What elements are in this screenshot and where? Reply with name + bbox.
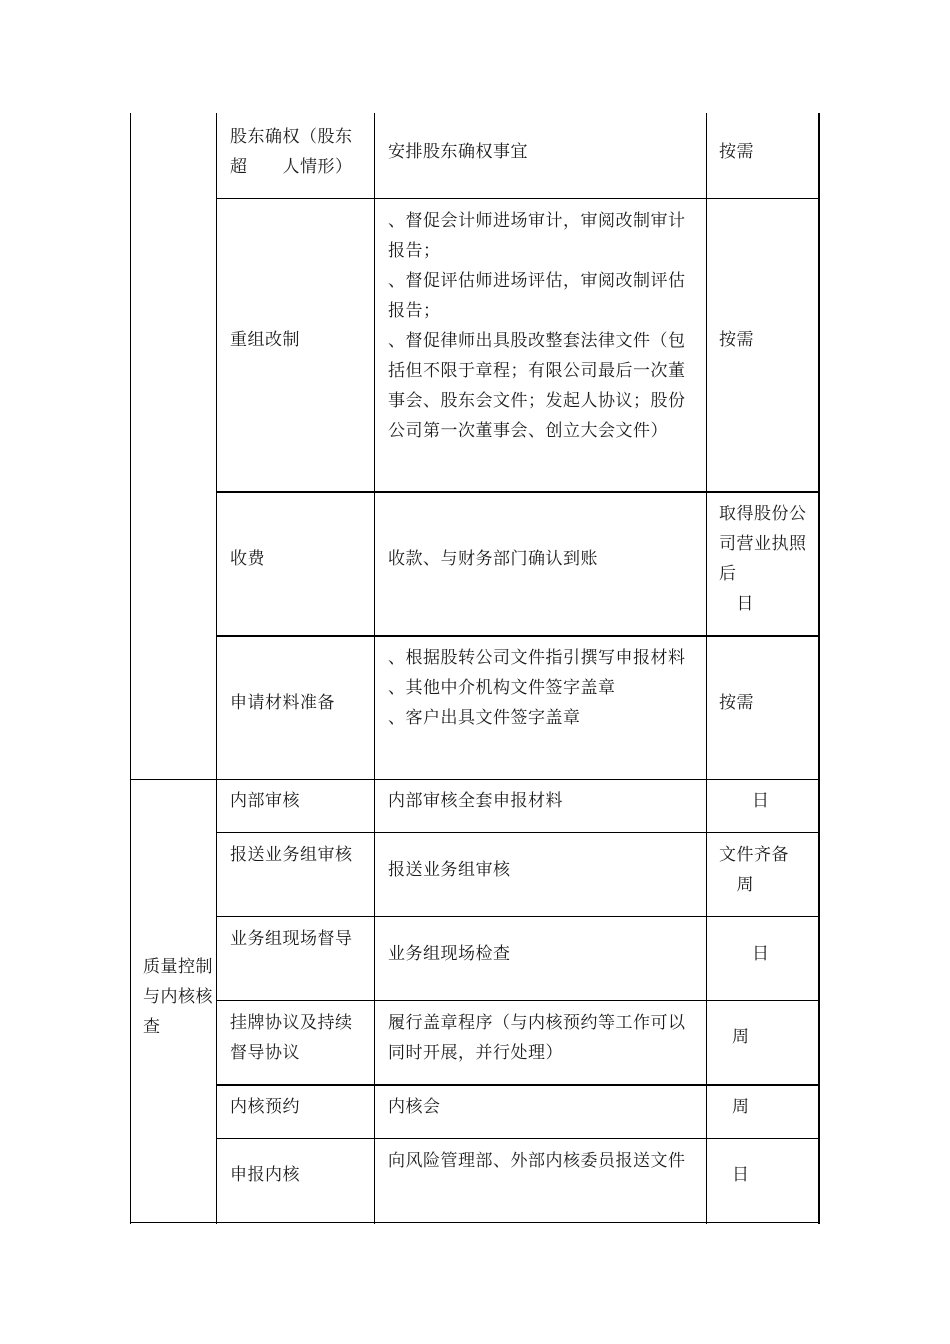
content-cell: 内核会 xyxy=(388,1097,441,1117)
content-cell: 、督促会计师进场审计，审阅改制审计报告； 、督促评估师进场评估，审阅改制评估报告； 、督促律师出具股改整套法律文件（包括但不限于章程；有限公司最后一次董事会、股东会文件；发起人协议；股份公司第一次董事会、创立大会文件） xyxy=(388,211,686,441)
section-divider xyxy=(130,779,820,780)
step-cell: 申报内核 xyxy=(230,1165,300,1185)
table-border-right xyxy=(818,113,820,1224)
time-cell: 周 xyxy=(732,1027,750,1047)
table-divider-col1 xyxy=(216,113,217,1224)
row-divider xyxy=(216,832,820,833)
row-divider xyxy=(216,198,820,199)
time-cell: 按需 xyxy=(719,142,754,162)
row-divider xyxy=(216,1000,820,1001)
time-cell: 日 xyxy=(732,1165,750,1185)
step-cell: 申请材料准备 xyxy=(230,693,335,713)
row-divider xyxy=(216,635,820,637)
step-cell: 报送业务组审核 xyxy=(230,845,353,865)
time-cell: 日 xyxy=(752,944,770,964)
row-divider xyxy=(216,1138,820,1139)
content-cell: 业务组现场检查 xyxy=(388,944,511,964)
content-cell: 内部审核全套申报材料 xyxy=(388,791,563,811)
step-cell: 业务组现场督导 xyxy=(230,929,353,949)
time-cell: 周 xyxy=(732,1097,750,1117)
step-cell: 重组改制 xyxy=(230,330,300,350)
content-cell: 报送业务组审核 xyxy=(388,860,511,880)
content-cell: 安排股东确权事宜 xyxy=(388,142,528,162)
time-cell: 日 xyxy=(752,791,770,811)
content-cell: 收款、与财务部门确认到账 xyxy=(388,549,598,569)
table-border-bottom xyxy=(130,1222,820,1223)
table-border-left xyxy=(130,113,131,1224)
content-cell: 、根据股转公司文件指引撰写申报材料 、其他中介机构文件签字盖章 、客户出具文件签字盖章 xyxy=(388,648,686,728)
content-cell: 向风险管理部、外部内核委员报送文件 xyxy=(388,1151,686,1171)
row-divider xyxy=(216,1084,820,1086)
content-cell: 履行盖章程序（与内核预约等工作可以同时开展，并行处理） xyxy=(388,1013,686,1063)
step-cell: 内核预约 xyxy=(230,1097,300,1117)
table-divider-col2 xyxy=(374,113,375,1224)
step-cell: 股东确权（股东 超 人情形） xyxy=(230,127,353,177)
table-divider-col3 xyxy=(706,113,707,1224)
step-cell: 收费 xyxy=(230,549,265,569)
section-label: 质量控制与内核核查 xyxy=(143,957,213,1037)
row-divider xyxy=(216,916,820,917)
time-cell: 取得股份公司营业执照后 日 xyxy=(719,504,807,614)
time-cell: 按需 xyxy=(719,693,754,713)
row-divider xyxy=(216,491,820,493)
step-cell: 内部审核 xyxy=(230,791,300,811)
time-cell: 文件齐备 周 xyxy=(719,845,789,895)
step-cell: 挂牌协议及持续督导协议 xyxy=(230,1013,353,1063)
time-cell: 按需 xyxy=(719,330,754,350)
